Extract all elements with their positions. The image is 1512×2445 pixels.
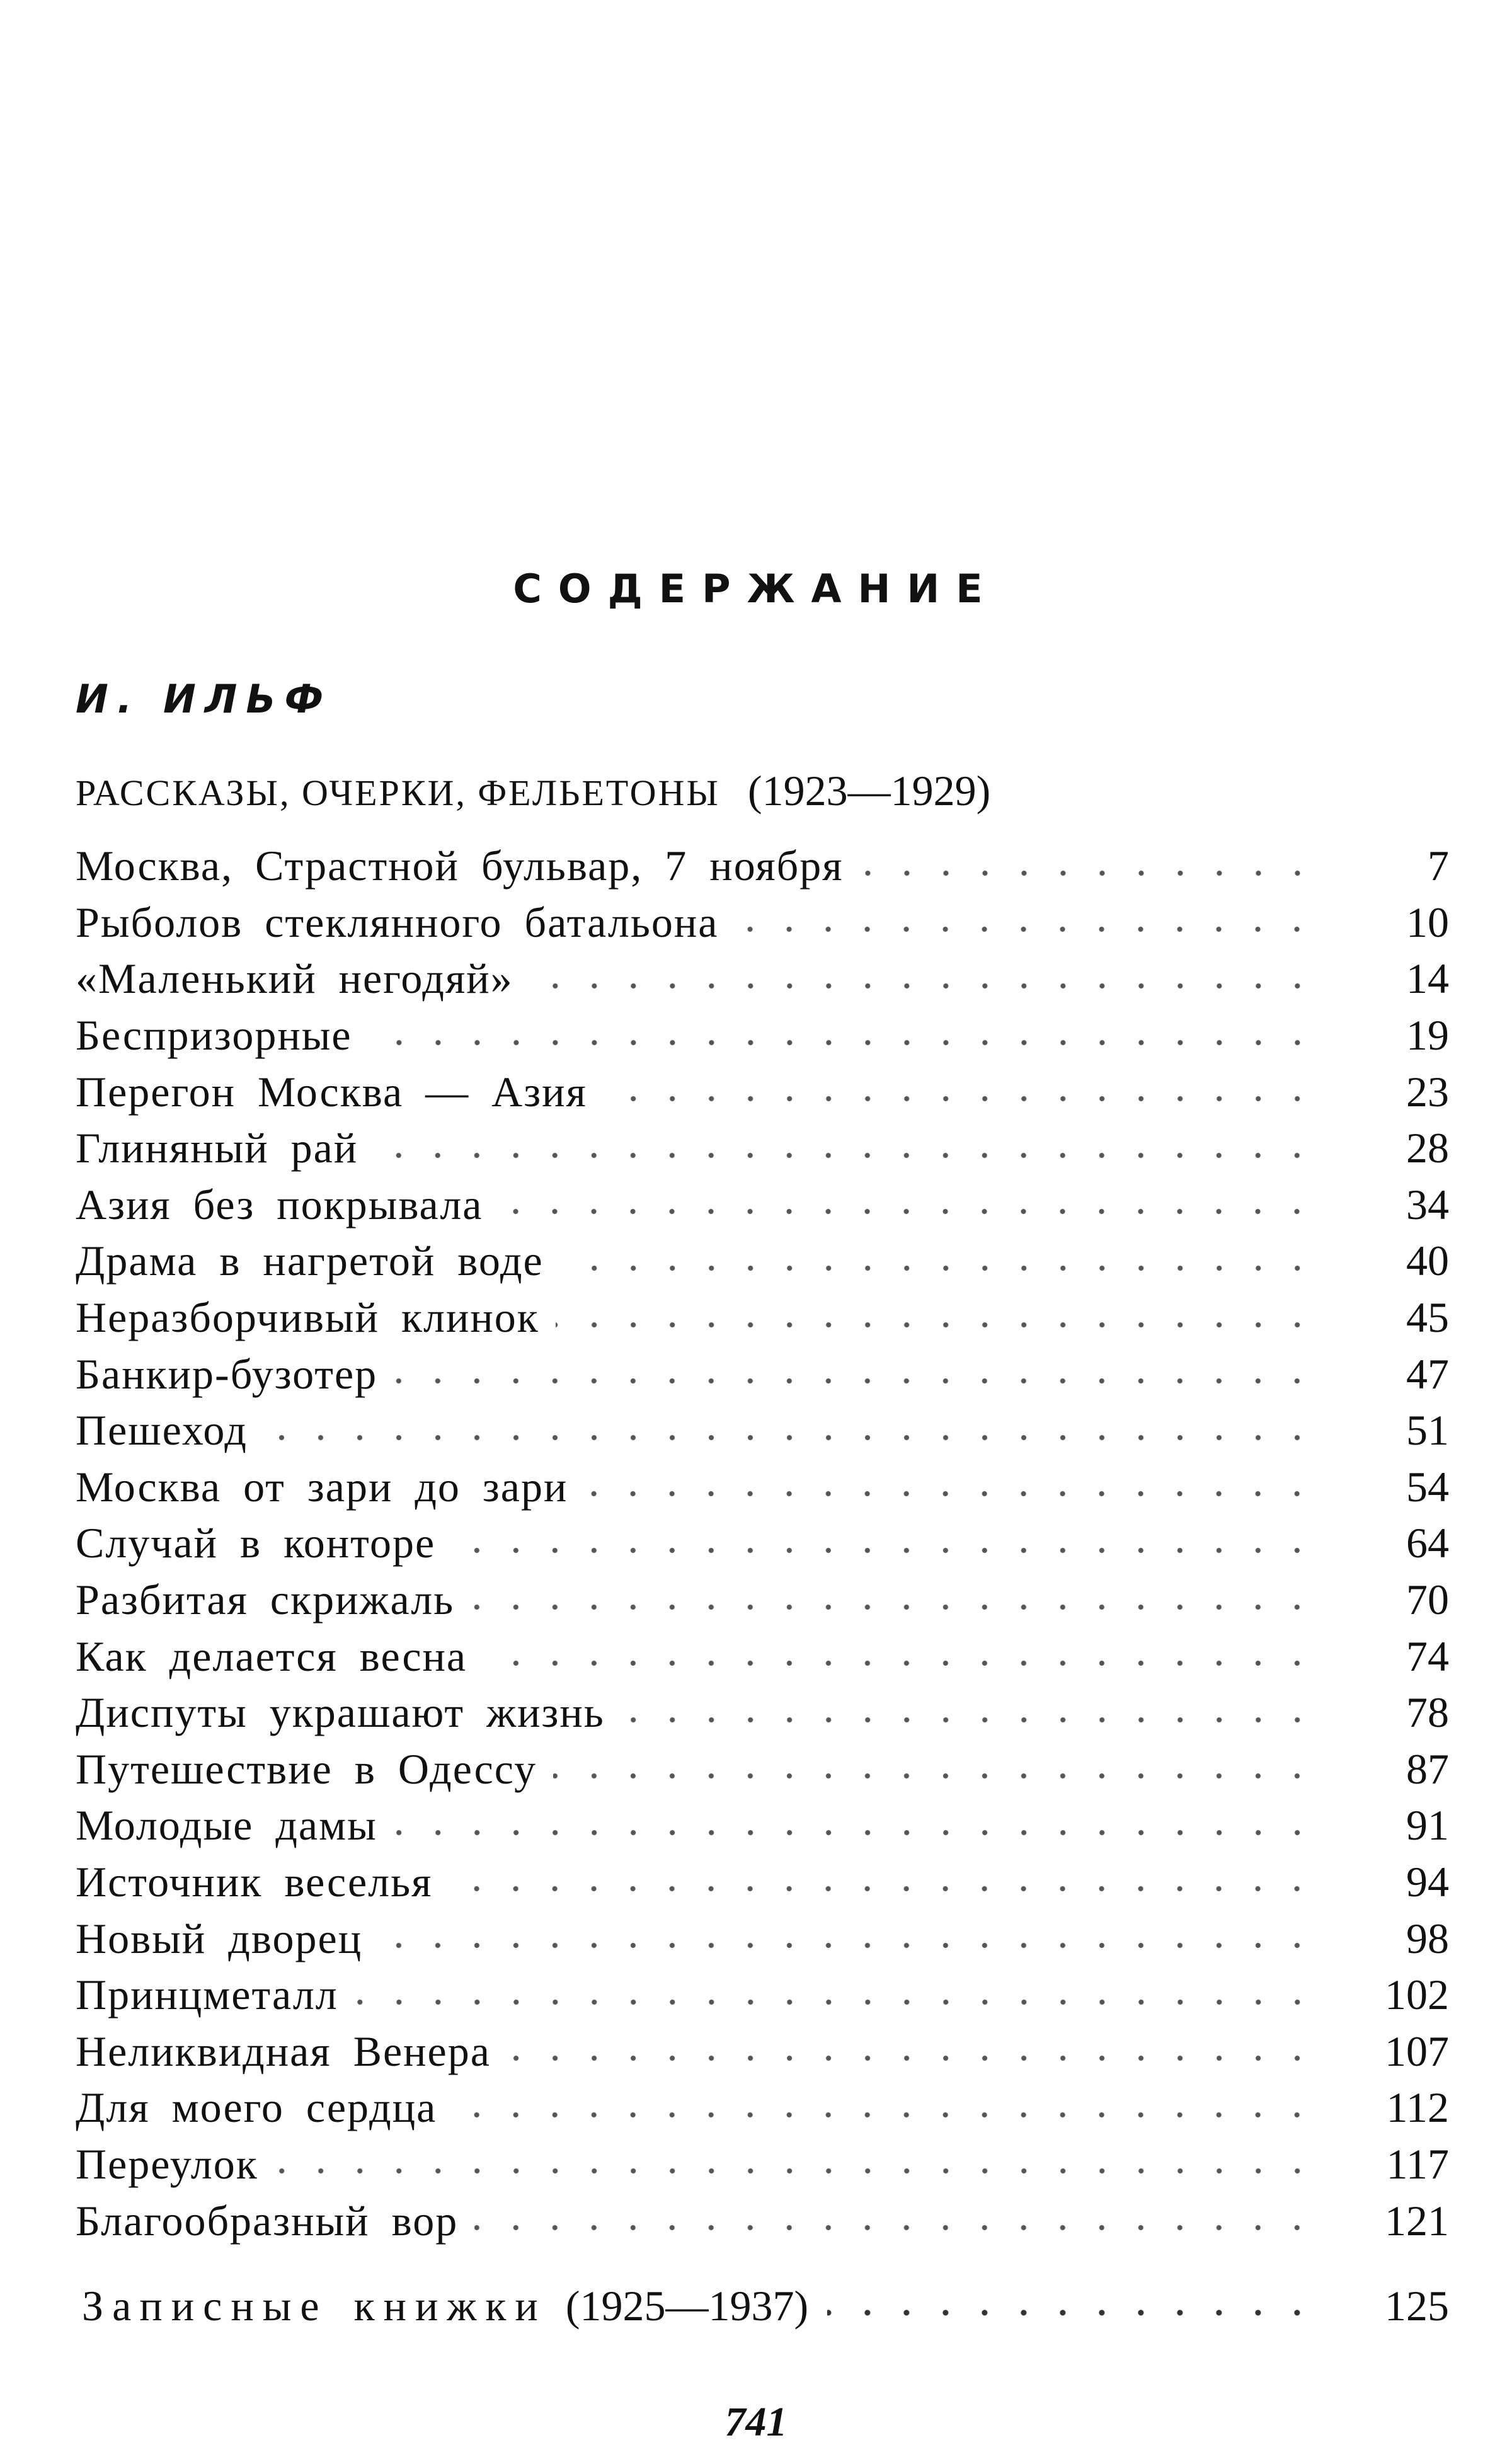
toc-entry — [76, 2023, 1449, 2080]
dot-leader — [530, 982, 1317, 990]
toc-entry — [76, 1910, 1449, 1967]
toc-entry-title: Для моего сердца — [76, 2083, 437, 2132]
dot-leader — [483, 1659, 1317, 1667]
dot-leader — [584, 1490, 1317, 1497]
section-title-text: РАССКАЗЫ, ОЧЕРКИ, ФЕЛЬЕТОНЫ — [76, 772, 720, 813]
toc-entry-title: Азия без покрывала — [76, 1180, 483, 1228]
toc-entry-page: 40 — [1406, 1237, 1449, 1285]
dot-leader — [452, 1547, 1317, 1554]
dot-leader — [507, 2054, 1317, 2062]
toc-entry-title: Путешествие в Одессу — [76, 1744, 537, 1793]
toc-entry-page: 19 — [1406, 1011, 1449, 1060]
dot-leader — [735, 925, 1317, 933]
notebooks-entry — [82, 2277, 1449, 2334]
toc-entry-page: 54 — [1406, 1462, 1449, 1511]
dot-leader — [449, 1885, 1317, 1892]
toc-entry-title: Рыболов стеклянного батальона — [76, 898, 719, 946]
toc-entry-page: 91 — [1406, 1801, 1449, 1850]
toc-entry-title: Принцметалл — [76, 1971, 338, 2019]
toc-entry-page: 107 — [1385, 2027, 1449, 2075]
toc-entry-title: Глиняный рай — [76, 1124, 358, 1172]
toc-entry — [76, 1854, 1449, 1911]
toc-entry — [76, 1290, 1449, 1346]
toc-entry-page: 23 — [1406, 1067, 1449, 1116]
dot-leader — [560, 1264, 1317, 1272]
dot-leader — [369, 1039, 1317, 1046]
table-of-contents — [76, 838, 1449, 2249]
toc-entry — [76, 1741, 1449, 1798]
toc-entry-title: Драма в нагретой воде — [76, 1237, 544, 1285]
toc-entry-title: Неликвидная Венера — [76, 2027, 491, 2075]
dot-leader — [374, 1152, 1317, 1159]
toc-entry-page: 14 — [1406, 954, 1449, 1003]
toc-entry — [76, 1515, 1449, 1572]
toc-entry — [76, 1120, 1449, 1177]
toc-entry-page: 74 — [1406, 1632, 1449, 1680]
dot-leader — [394, 1829, 1317, 1836]
dot-leader — [264, 1434, 1317, 1441]
toc-entry-page: 102 — [1385, 1971, 1449, 2019]
dot-leader — [556, 1321, 1317, 1329]
toc-entry-page: 78 — [1406, 1688, 1449, 1737]
toc-entry-title: Банкир-бузотер — [76, 1349, 378, 1398]
toc-entry-page: 10 — [1406, 898, 1449, 946]
toc-entry-title: Перегон Москва — Азия — [76, 1067, 587, 1116]
dot-leader — [275, 2167, 1317, 2175]
page-heading: СОДЕРЖАНИЕ — [513, 566, 999, 612]
toc-entry-page: 94 — [1406, 1857, 1449, 1906]
toc-entry-page: 28 — [1406, 1124, 1449, 1172]
dot-leader — [604, 1095, 1317, 1102]
toc-entry — [76, 1967, 1449, 2024]
dot-leader — [394, 1377, 1317, 1385]
toc-entry-title: Благообразный вор — [76, 2196, 459, 2245]
author-name: И. ИЛЬФ — [76, 676, 333, 722]
toc-entry-title: Разбитая скрижаль — [76, 1576, 455, 1624]
toc-entry-title: Случай в конторе — [76, 1519, 436, 1567]
dot-leader — [453, 2111, 1317, 2119]
page-number: 741 — [724, 2399, 788, 2445]
dot-leader — [553, 1772, 1317, 1780]
toc-entry-page: 87 — [1406, 1744, 1449, 1793]
toc-entry — [76, 1233, 1449, 1290]
toc-entry-page: 47 — [1406, 1349, 1449, 1398]
toc-entry-page: 121 — [1385, 2196, 1449, 2245]
section-title — [76, 765, 990, 818]
toc-entry — [76, 1346, 1449, 1402]
toc-entry — [76, 838, 1449, 895]
toc-entry — [76, 1007, 1449, 1064]
dot-leader — [499, 1208, 1317, 1215]
section-years: (1923—1929) — [747, 767, 991, 815]
toc-entry-page: 51 — [1406, 1406, 1449, 1455]
toc-entry — [76, 1797, 1449, 1854]
toc-entry-title: Диспуты украшают жизнь — [76, 1688, 605, 1737]
dot-leader — [471, 1603, 1317, 1611]
toc-entry-title: Как делается весна — [76, 1632, 467, 1680]
toc-entry — [76, 1177, 1449, 1234]
notebooks-page: 125 — [1385, 2281, 1449, 2330]
toc-entry-title: Москва, Страстной бульвар, 7 ноября — [76, 842, 844, 890]
dot-leader — [860, 869, 1317, 877]
toc-entry-title: Новый дворец — [76, 1914, 363, 1962]
toc-entry-page: 64 — [1406, 1519, 1449, 1567]
toc-entry-page: 112 — [1386, 2083, 1449, 2132]
toc-entry-page: 98 — [1406, 1914, 1449, 1962]
toc-entry-title: Беспризорные — [76, 1011, 352, 1060]
toc-entry — [76, 1685, 1449, 1741]
dot-leader — [355, 1998, 1317, 2006]
toc-entry — [76, 1459, 1449, 1516]
toc-entry — [76, 2080, 1449, 2136]
notebooks-years: (1925—1937) — [565, 2281, 809, 2330]
toc-entry-title: Пешеход — [76, 1406, 248, 1455]
toc-entry — [76, 1572, 1449, 1629]
toc-entry-title: «Маленький негодяй» — [76, 954, 513, 1003]
notebooks-title — [82, 2281, 808, 2331]
toc-entry-title: Москва от зари до зари — [76, 1462, 568, 1511]
toc-entry-page: 45 — [1406, 1293, 1449, 1342]
toc-entry — [76, 895, 1449, 951]
toc-entry — [76, 1402, 1449, 1459]
toc-entry-page: 70 — [1406, 1576, 1449, 1624]
toc-entry — [76, 2136, 1449, 2193]
toc-entry-title: Неразборчивый клинок — [76, 1293, 539, 1342]
dot-leader — [621, 1716, 1317, 1724]
toc-entry-title: Источник веселья — [76, 1857, 433, 1906]
toc-entry — [76, 951, 1449, 1007]
toc-entry — [76, 2192, 1449, 2249]
toc-entry-title: Переулок — [76, 2139, 258, 2188]
toc-entry-page: 117 — [1386, 2139, 1449, 2188]
toc-entry-page: 7 — [1428, 842, 1449, 890]
dot-leader — [474, 2224, 1317, 2231]
notebooks-title-text: Записные книжки — [82, 2281, 547, 2330]
dot-leader — [379, 1942, 1317, 1949]
toc-entry — [76, 1063, 1449, 1120]
dot-leader — [827, 2309, 1317, 2316]
toc-entry-title: Молодые дамы — [76, 1801, 377, 1850]
toc-entry — [76, 1628, 1449, 1685]
toc-entry-page: 34 — [1406, 1180, 1449, 1228]
